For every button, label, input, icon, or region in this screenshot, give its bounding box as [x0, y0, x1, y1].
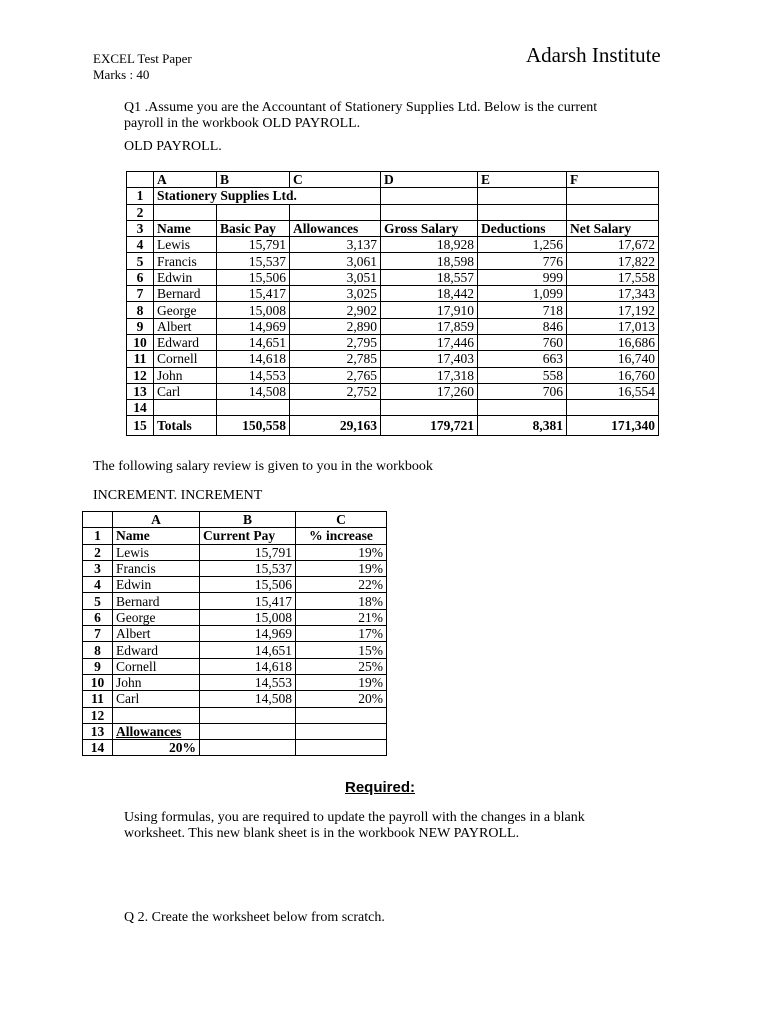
value-cell: 19%	[296, 560, 387, 576]
name-cell: Carl	[154, 383, 217, 399]
value-cell: 14,553	[200, 674, 296, 690]
name-cell: Bernard	[154, 286, 217, 302]
value-cell: 2,765	[290, 367, 381, 383]
value-cell: 2,902	[290, 302, 381, 318]
column-letter: B	[217, 172, 290, 188]
table-row	[127, 286, 659, 302]
value-cell: 14,651	[200, 642, 296, 658]
value-cell: 15,008	[200, 609, 296, 625]
table-row	[127, 351, 659, 367]
empty-cell	[381, 400, 478, 416]
value-cell: 18,598	[381, 253, 478, 269]
value-cell: 17,318	[381, 367, 478, 383]
empty-cell	[113, 707, 200, 723]
table-row	[83, 626, 387, 642]
value-cell: 16,554	[567, 383, 659, 399]
column-letter: B	[200, 512, 296, 528]
value-cell: 15,791	[200, 544, 296, 560]
name-cell: Edwin	[113, 577, 200, 593]
value-cell: 15%	[296, 642, 387, 658]
table-row	[83, 674, 387, 690]
value-cell: 14,553	[217, 367, 290, 383]
column-letter-row	[127, 172, 659, 188]
name-cell: Francis	[113, 560, 200, 576]
value-cell: 21%	[296, 609, 387, 625]
table-row	[127, 334, 659, 350]
value-cell: 3,061	[290, 253, 381, 269]
value-cell: 16,686	[567, 334, 659, 350]
review-line-2: INCREMENT. INCREMENT	[93, 488, 263, 503]
corner-cell	[83, 512, 113, 528]
empty-cell	[200, 740, 296, 756]
value-cell: 18,557	[381, 269, 478, 285]
name-cell: Cornell	[113, 658, 200, 674]
total-value: 150,558	[217, 416, 290, 436]
q1-old-payroll-label: OLD PAYROLL.	[124, 139, 222, 154]
value-cell: 15,537	[200, 560, 296, 576]
row-number: 7	[83, 626, 113, 642]
row-number: 7	[127, 286, 154, 302]
row-number: 8	[83, 642, 113, 658]
name-cell: George	[113, 609, 200, 625]
row-number: 12	[127, 367, 154, 383]
empty-cell	[200, 723, 296, 739]
row-number: 8	[127, 302, 154, 318]
table-row	[127, 383, 659, 399]
table-row	[127, 367, 659, 383]
total-value: 171,340	[567, 416, 659, 436]
value-cell: 17,192	[567, 302, 659, 318]
q1-intro: Q1 .Assume you are the Accountant of Stationery Supplies Ltd. Below is the current payroll in the workbook OLD PAYROLL.	[124, 100, 598, 131]
name-cell: John	[154, 367, 217, 383]
empty-cell	[290, 400, 381, 416]
value-cell: 17,403	[381, 351, 478, 367]
value-cell: 15,417	[217, 286, 290, 302]
institute-name: Adarsh Institute	[526, 43, 661, 67]
value-cell: 14,508	[217, 383, 290, 399]
empty-cell	[296, 707, 387, 723]
value-cell: 1,099	[478, 286, 567, 302]
value-cell: 18,928	[381, 237, 478, 253]
column-letter: A	[154, 172, 217, 188]
company-name-cell: Stationery Supplies Ltd.	[154, 188, 381, 204]
value-cell: 14,969	[217, 318, 290, 334]
header-cell: Allowances	[290, 220, 381, 236]
empty-cell	[567, 188, 659, 204]
table-row	[127, 237, 659, 253]
empty-cell	[478, 188, 567, 204]
value-cell: 2,752	[290, 383, 381, 399]
allowances-value: 20%	[113, 740, 200, 756]
value-cell: 14,618	[200, 658, 296, 674]
allowances-label: Allowances	[113, 723, 200, 739]
totals-row	[127, 416, 659, 436]
table-row	[83, 577, 387, 593]
empty-cell	[217, 400, 290, 416]
value-cell: 19%	[296, 674, 387, 690]
row-number: 1	[83, 528, 113, 544]
value-cell: 2,890	[290, 318, 381, 334]
name-cell: Francis	[154, 253, 217, 269]
marks-label: Marks : 40	[93, 67, 150, 82]
table-row	[127, 269, 659, 285]
table-row	[83, 658, 387, 674]
name-cell: Carl	[113, 691, 200, 707]
review-line-1: The following salary review is given to you in the workbook	[93, 459, 433, 474]
value-cell: 20%	[296, 691, 387, 707]
value-cell: 17,446	[381, 334, 478, 350]
table-row	[83, 642, 387, 658]
row-number: 4	[83, 577, 113, 593]
header-cell: Name	[113, 528, 200, 544]
value-cell: 16,740	[567, 351, 659, 367]
value-cell: 14,508	[200, 691, 296, 707]
empty-cell	[478, 400, 567, 416]
empty-cell	[567, 204, 659, 220]
value-cell: 17,910	[381, 302, 478, 318]
empty-cell	[381, 204, 478, 220]
row-number: 5	[83, 593, 113, 609]
row-number: 11	[83, 691, 113, 707]
header-cell: Basic Pay	[217, 220, 290, 236]
value-cell: 15,417	[200, 593, 296, 609]
table-row	[83, 593, 387, 609]
column-letter-row	[83, 512, 387, 528]
header-cell: Current Pay	[200, 528, 296, 544]
row-number: 10	[83, 674, 113, 690]
name-cell: George	[154, 302, 217, 318]
value-cell: 1,256	[478, 237, 567, 253]
row-number: 6	[127, 269, 154, 285]
name-cell: Bernard	[113, 593, 200, 609]
row-number: 2	[127, 204, 154, 220]
row-number: 13	[127, 383, 154, 399]
name-cell: Cornell	[154, 351, 217, 367]
value-cell: 19%	[296, 544, 387, 560]
value-cell: 718	[478, 302, 567, 318]
paper-title: EXCEL Test Paper	[93, 51, 192, 66]
row-number: 1	[127, 188, 154, 204]
empty-cell	[381, 188, 478, 204]
value-cell: 706	[478, 383, 567, 399]
table-row	[127, 302, 659, 318]
value-cell: 15,791	[217, 237, 290, 253]
empty-cell	[154, 400, 217, 416]
empty-cell	[200, 707, 296, 723]
corner-cell	[127, 172, 154, 188]
value-cell: 15,008	[217, 302, 290, 318]
value-cell: 14,618	[217, 351, 290, 367]
required-heading: Required:	[345, 779, 416, 796]
value-cell: 17,859	[381, 318, 478, 334]
row-number: 5	[127, 253, 154, 269]
value-cell: 15,537	[217, 253, 290, 269]
totals-label: Totals	[154, 416, 217, 436]
required-text: Using formulas, you are required to update the payroll with the changes in a blank worksheet. This new blank sheet is in the workbook NEW PAYROLL.	[124, 810, 585, 841]
value-cell: 17,558	[567, 269, 659, 285]
increment-table	[82, 511, 387, 756]
empty-cell	[296, 723, 387, 739]
table-row	[83, 691, 387, 707]
table-row	[83, 544, 387, 560]
value-cell: 16,760	[567, 367, 659, 383]
row-number: 15	[127, 416, 154, 436]
value-cell: 17%	[296, 626, 387, 642]
header-cell: Deductions	[478, 220, 567, 236]
name-cell: Lewis	[154, 237, 217, 253]
value-cell: 3,137	[290, 237, 381, 253]
name-cell: Albert	[113, 626, 200, 642]
empty-cell	[290, 204, 381, 220]
q2-text: Q 2. Create the worksheet below from scratch.	[124, 910, 385, 925]
row-number: 2	[83, 544, 113, 560]
column-letter: D	[381, 172, 478, 188]
row-number: 3	[83, 560, 113, 576]
value-cell: 2,795	[290, 334, 381, 350]
column-letter: C	[296, 512, 387, 528]
row-number: 14	[127, 400, 154, 416]
empty-cell	[567, 400, 659, 416]
row-number: 9	[127, 318, 154, 334]
old-payroll-table	[126, 171, 659, 436]
value-cell: 17,343	[567, 286, 659, 302]
empty-cell	[154, 204, 217, 220]
column-letter: F	[567, 172, 659, 188]
value-cell: 25%	[296, 658, 387, 674]
total-value: 8,381	[478, 416, 567, 436]
value-cell: 17,013	[567, 318, 659, 334]
name-cell: Edward	[113, 642, 200, 658]
value-cell: 17,672	[567, 237, 659, 253]
value-cell: 558	[478, 367, 567, 383]
value-cell: 3,025	[290, 286, 381, 302]
empty-cell	[296, 740, 387, 756]
value-cell: 18%	[296, 593, 387, 609]
empty-cell	[478, 204, 567, 220]
table-row	[127, 253, 659, 269]
column-letter: A	[113, 512, 200, 528]
value-cell: 663	[478, 351, 567, 367]
value-cell: 2,785	[290, 351, 381, 367]
row-number: 10	[127, 334, 154, 350]
header-cell: Gross Salary	[381, 220, 478, 236]
value-cell: 17,822	[567, 253, 659, 269]
value-cell: 760	[478, 334, 567, 350]
value-cell: 3,051	[290, 269, 381, 285]
value-cell: 15,506	[200, 577, 296, 593]
value-cell: 846	[478, 318, 567, 334]
name-cell: John	[113, 674, 200, 690]
name-cell: Edwin	[154, 269, 217, 285]
table-row	[127, 318, 659, 334]
row-number: 13	[83, 723, 113, 739]
value-cell: 776	[478, 253, 567, 269]
value-cell: 999	[478, 269, 567, 285]
column-letter: E	[478, 172, 567, 188]
row-number: 11	[127, 351, 154, 367]
row-number: 6	[83, 609, 113, 625]
name-cell: Edward	[154, 334, 217, 350]
value-cell: 14,969	[200, 626, 296, 642]
empty-cell	[217, 204, 290, 220]
name-cell: Lewis	[113, 544, 200, 560]
row-number: 4	[127, 237, 154, 253]
row-number: 12	[83, 707, 113, 723]
row-number: 3	[127, 220, 154, 236]
table-row	[83, 609, 387, 625]
table-row	[83, 560, 387, 576]
value-cell: 15,506	[217, 269, 290, 285]
value-cell: 17,260	[381, 383, 478, 399]
column-letter: C	[290, 172, 381, 188]
row-number: 14	[83, 740, 113, 756]
value-cell: 18,442	[381, 286, 478, 302]
header-cell: % increase	[296, 528, 387, 544]
total-value: 29,163	[290, 416, 381, 436]
name-cell: Albert	[154, 318, 217, 334]
value-cell: 14,651	[217, 334, 290, 350]
value-cell: 22%	[296, 577, 387, 593]
header-cell: Name	[154, 220, 217, 236]
header-cell: Net Salary	[567, 220, 659, 236]
total-value: 179,721	[381, 416, 478, 436]
row-number: 9	[83, 658, 113, 674]
